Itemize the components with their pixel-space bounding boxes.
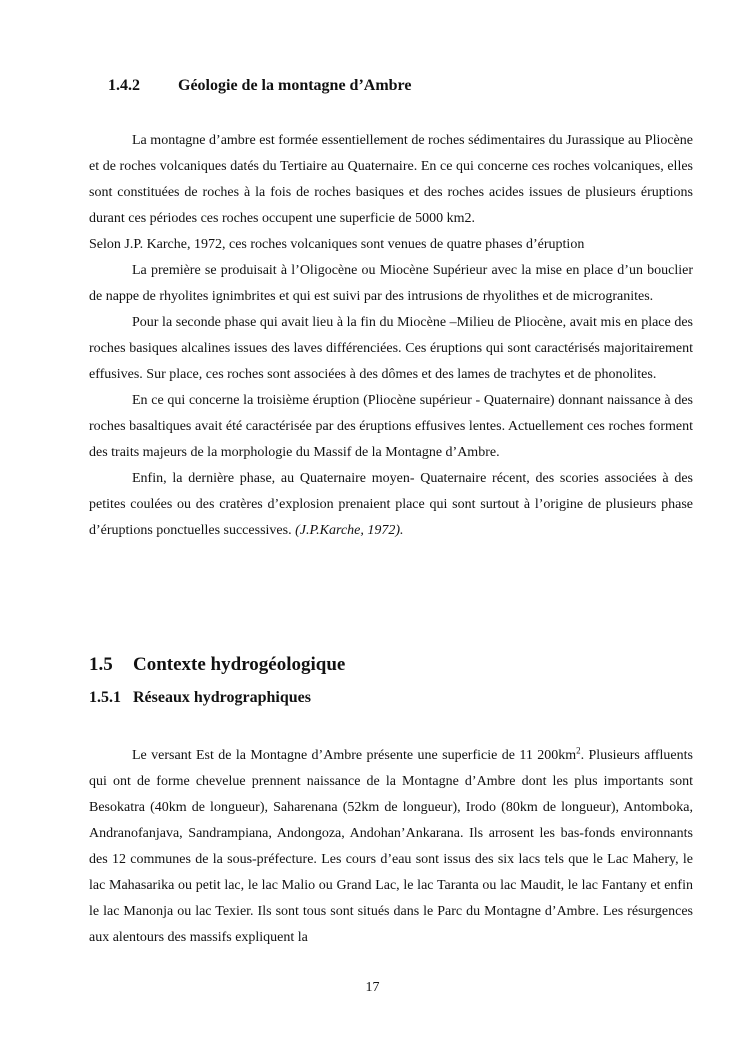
paragraph: Pour la seconde phase qui avait lieu à la fin du Miocène –Milieu de Pliocène, avait mis en place des roches basiques alcalines issues des laves différenciées. Ces éruptions qui sont caractérisés majoritairement effusives. Sur place, ces roches sont associées à des dômes et des lames de trachytes et de phonolites.: [89, 315, 693, 382]
section-number: 1.5: [89, 654, 113, 675]
superscript: 2: [576, 745, 581, 756]
section-number: 1.5.1: [89, 689, 121, 706]
paragraph-text: . Plusieurs affluents qui ont de forme chevelue prennent naissance de la Montagne d’Ambre dont les plus importants sont Besokatra (40km de longueur), Saharenana (52km de longueur), Irodo (80km de longueur), Antomboka, Andranofanjava, Sandrampiana, Andongoza, Andohan’Ankarana. Ils arrosent les bas-fonds environnants des 12 communes de la sous-préfecture. Les cours d’eau sont issus des six lacs tels que le Lac Mahery, le lac Mahasarika ou petit lac, le lac Malio ou Grand Lac, le lac Taranta ou lac Maudit, le lac Fantany et enfin le lac Manonja ou lac Texier. Ils sont tous sont situés dans le Parc du Montagne d’Ambre. Les résurgences aux alentours des massifs expliquent la: [89, 748, 693, 945]
citation: (J.P.Karche, 1972).: [295, 523, 404, 538]
paragraph: La montagne d’ambre est formée essentiellement de roches sédimentaires du Jurassique au Pliocène et de roches volcaniques datés du Tertiaire au Quaternaire. En ce qui concerne ces roches volcaniques, elles sont constituées de roches à la fois de roches basiques et des roches acides issues de plusieurs éruptions durant ces périodes ces roches occupent une superficie de 5000 km2.: [89, 133, 693, 226]
section-title: Contexte hydrogéologique: [133, 654, 346, 675]
section-title: Géologie de la montagne d’Ambre: [178, 77, 412, 94]
page-number: 17: [365, 980, 380, 995]
section-title: Réseaux hydrographiques: [133, 689, 311, 706]
section-heading-1-5-1: [89, 689, 311, 707]
paragraph-text: Le versant Est de la Montagne d’Ambre présente une superficie de 11 200km: [132, 748, 577, 763]
section-1-5-1-body: [89, 743, 693, 951]
section-1-4-2-body: [89, 128, 693, 544]
paragraph: [89, 743, 693, 951]
section-number: 1.4.2: [108, 77, 140, 94]
paragraph: La première se produisait à l’Oligocène ou Miocène Supérieur avec la mise en place d’un bouclier de nappe de rhyolites ignimbrites et qui est suivi par des intrusions de rhyolithes et de microgranites.: [89, 263, 693, 304]
paragraph: [89, 466, 693, 544]
paragraph-text: Enfin, la dernière phase, au Quaternaire moyen- Quaternaire récent, des scories associées à des petites coulées ou des cratères d’explosion prenaient place qui sont surtout à l’origine de plusieurs phase d’éruptions ponctuelles successives.: [89, 471, 693, 538]
paragraph: Selon J.P. Karche, 1972, ces roches volcaniques sont venues de quatre phases d’éruption: [89, 237, 585, 252]
section-heading-1-4-2: [108, 77, 411, 95]
section-heading-1-5: [89, 654, 345, 676]
paragraph: En ce qui concerne la troisième éruption (Pliocène supérieur - Quaternaire) donnant naissance à des roches basaltiques avait été caractérisée par des éruptions effusives lentes. Actuellement ces roches forment des traits majeurs de la morphologie du Massif de la Montagne d’Ambre.: [89, 393, 693, 460]
